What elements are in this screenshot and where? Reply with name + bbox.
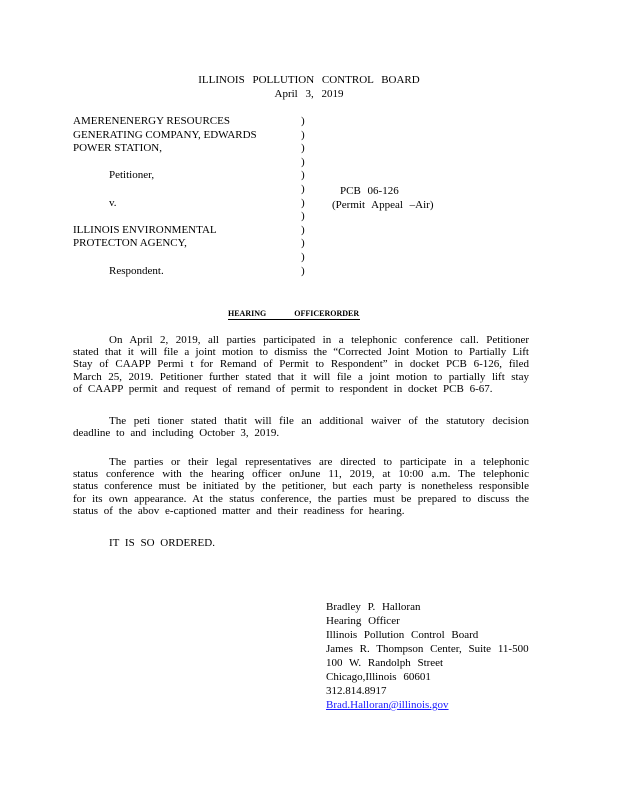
case-type: (Permit Appeal –Air) xyxy=(332,198,434,211)
signatory-agency: Illinois Pollution Control Board xyxy=(326,629,479,641)
document-header xyxy=(0,73,618,101)
signature-block xyxy=(326,600,529,712)
signatory-address-2: 100 W. Randolph Street xyxy=(326,657,444,669)
paragraph-2: The peti tioner stated thatit will file an additional waiver of the statutory decision deadline to and including October 3, 2019. xyxy=(73,415,529,440)
petitioner-role: Petitioner, xyxy=(109,169,155,182)
petitioner-name-line-2: GENERATING COMPANY, EDWARDS xyxy=(73,128,257,141)
signatory-email-link[interactable]: Brad.Halloran@illinois.gov xyxy=(326,699,449,711)
order-date: April 3, 2019 xyxy=(274,88,344,100)
respondent-role: Respondent. xyxy=(109,264,164,277)
order-title-left: HEARING xyxy=(228,309,267,318)
petitioner-name-line-1: AMERENENERGY RESOURCES xyxy=(73,115,230,127)
paragraph-4: IT IS SO ORDERED. xyxy=(109,537,215,549)
case-info xyxy=(332,185,433,212)
caption-parentheses: ) ) ) ) ) ) ) ) ) ) ) ) xyxy=(301,115,305,277)
order-title-right: OFFICERORDER xyxy=(294,309,360,318)
paragraph-1: On April 2, 2019, all parties participated in a telephonic conference call. Petitioner stated that it will file a joint motion to dismiss the “Corrected Joint Motion to Partially Lift Stay of CAAPP Permi t for Remand of Permit to Respondent” in docket PCB 6-126, filed March 25, 2019. Petitioner further stated that it will file a joint motion to partially lift stay of CAAPP permit and request of remand of permit to respondent in docket PCB 6-67. xyxy=(73,334,529,395)
signatory-address-1: James R. Thompson Center, Suite 11-500 xyxy=(326,643,529,655)
board-name: ILLINOIS POLLUTION CONTROL BOARD xyxy=(198,74,420,86)
versus-label: v. xyxy=(109,196,117,209)
signatory-name: Bradley P. Halloran xyxy=(326,601,421,613)
case-number: PCB 06-126 xyxy=(340,185,399,197)
order-title xyxy=(228,309,360,320)
signatory-title: Hearing Officer xyxy=(326,615,400,627)
paragraph-3: The parties or their legal representatives are directed to participate in a telephonic status conference with the hearing officer onJune 11, 2019, at 10:00 a.m. The telephonic status conference must be initiated by the petitioner, but each party is nonetheless responsible for its own appearance. At the status conference, the parties must be prepared to discuss the status of the abov e-captioned matter and their readiness for hearing. xyxy=(73,456,529,517)
signatory-phone: 312.814.8917 xyxy=(326,685,387,697)
respondent-name-line-2: PROTECTON AGENCY, xyxy=(73,237,187,250)
petitioner-name-line-3: POWER STATION, xyxy=(73,142,162,155)
respondent-name-line-1: ILLINOIS ENVIRONMENTAL xyxy=(73,223,217,236)
case-caption xyxy=(73,115,303,278)
signatory-city: Chicago,Illinois 60601 xyxy=(326,671,431,683)
